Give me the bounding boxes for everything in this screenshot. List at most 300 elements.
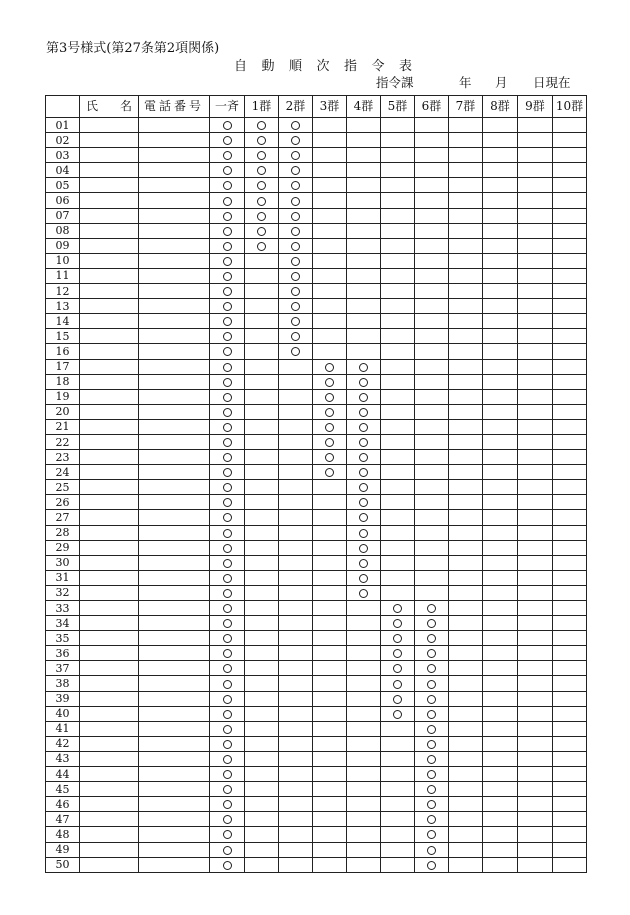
group-cell [415, 118, 449, 133]
name-cell[interactable] [80, 631, 139, 646]
phone-cell[interactable] [139, 208, 210, 223]
phone-cell[interactable] [139, 555, 210, 570]
phone-cell[interactable] [139, 706, 210, 721]
circle-mark-icon [359, 363, 368, 372]
group-cell [483, 223, 518, 238]
name-cell[interactable] [80, 163, 139, 178]
phone-cell[interactable] [139, 344, 210, 359]
table-row [46, 827, 587, 842]
name-cell[interactable] [80, 842, 139, 857]
name-cell[interactable] [80, 434, 139, 449]
group-cell [415, 721, 449, 736]
group-cell [313, 601, 347, 616]
circle-mark-icon [257, 166, 266, 175]
group-cell [313, 480, 347, 495]
name-cell[interactable] [80, 480, 139, 495]
circle-mark-icon [291, 121, 300, 130]
phone-cell[interactable] [139, 193, 210, 208]
group-cell [313, 434, 347, 449]
phone-cell[interactable] [139, 419, 210, 434]
group-cell [518, 510, 553, 525]
name-cell[interactable] [80, 193, 139, 208]
circle-mark-icon [427, 785, 436, 794]
name-cell[interactable] [80, 691, 139, 706]
table-row [46, 616, 587, 631]
circle-mark-icon [223, 695, 232, 704]
circle-mark-icon [359, 498, 368, 507]
group-cell [553, 540, 587, 555]
group-cell [553, 525, 587, 540]
group-cell [449, 480, 483, 495]
circle-mark-icon [359, 378, 368, 387]
group-cell [279, 646, 313, 661]
phone-cell[interactable] [139, 676, 210, 691]
circle-mark-icon [223, 846, 232, 855]
name-cell[interactable] [80, 253, 139, 268]
group-cell [553, 661, 587, 676]
phone-cell[interactable] [139, 540, 210, 555]
circle-mark-icon [359, 544, 368, 553]
table-row [46, 842, 587, 857]
table-row [46, 223, 587, 238]
phone-cell[interactable] [139, 525, 210, 540]
circle-mark-icon [325, 378, 334, 387]
row-number: 16 [46, 344, 80, 359]
name-cell[interactable] [80, 208, 139, 223]
group-cell [245, 465, 279, 480]
circle-mark-icon [223, 830, 232, 839]
name-cell[interactable] [80, 465, 139, 480]
circle-mark-icon [291, 347, 300, 356]
group-cell [245, 827, 279, 842]
group-cell [279, 495, 313, 510]
circle-mark-icon [359, 438, 368, 447]
group-cell [347, 193, 381, 208]
group-cell [313, 616, 347, 631]
group-cell [347, 465, 381, 480]
group-cell [449, 525, 483, 540]
circle-mark-icon [223, 197, 232, 206]
group-cell [245, 736, 279, 751]
group-cell [210, 812, 245, 827]
group-cell [279, 314, 313, 329]
group-cell [210, 510, 245, 525]
group-cell [553, 223, 587, 238]
group-cell [347, 631, 381, 646]
group-cell [518, 570, 553, 585]
group-cell [347, 842, 381, 857]
group-cell [210, 359, 245, 374]
header-group: 6群 [415, 96, 449, 118]
group-cell [483, 646, 518, 661]
table-row [46, 465, 587, 480]
phone-cell[interactable] [139, 631, 210, 646]
row-number: 44 [46, 767, 80, 782]
group-cell [279, 299, 313, 314]
phone-cell[interactable] [139, 480, 210, 495]
group-cell [313, 767, 347, 782]
name-cell[interactable] [80, 601, 139, 616]
group-cell [347, 178, 381, 193]
name-cell[interactable] [80, 676, 139, 691]
group-cell [449, 601, 483, 616]
group-cell [347, 827, 381, 842]
group-cell [449, 344, 483, 359]
group-cell [518, 223, 553, 238]
group-cell [518, 812, 553, 827]
group-cell [518, 450, 553, 465]
group-cell [347, 601, 381, 616]
group-cell [279, 797, 313, 812]
table-row [46, 525, 587, 540]
phone-cell[interactable] [139, 465, 210, 480]
circle-mark-icon [427, 770, 436, 779]
name-cell[interactable] [80, 857, 139, 872]
row-number: 38 [46, 676, 80, 691]
phone-cell[interactable] [139, 691, 210, 706]
group-cell [483, 751, 518, 766]
group-cell [210, 133, 245, 148]
group-cell [553, 268, 587, 283]
name-cell[interactable] [80, 782, 139, 797]
name-cell[interactable] [80, 736, 139, 751]
phone-cell[interactable] [139, 238, 210, 253]
table-row [46, 359, 587, 374]
name-cell[interactable] [80, 404, 139, 419]
phone-cell[interactable] [139, 268, 210, 283]
phone-cell[interactable] [139, 253, 210, 268]
name-cell[interactable] [80, 585, 139, 600]
name-cell[interactable] [80, 812, 139, 827]
group-cell [347, 284, 381, 299]
phone-cell[interactable] [139, 118, 210, 133]
group-cell [553, 299, 587, 314]
group-cell [483, 736, 518, 751]
circle-mark-icon [257, 181, 266, 190]
group-cell [381, 812, 415, 827]
group-cell [415, 163, 449, 178]
phone-cell[interactable] [139, 133, 210, 148]
name-cell[interactable] [80, 238, 139, 253]
circle-mark-icon [223, 121, 232, 130]
phone-cell[interactable] [139, 359, 210, 374]
group-cell [347, 374, 381, 389]
group-cell [245, 389, 279, 404]
circle-mark-icon [427, 604, 436, 613]
header-name [80, 96, 139, 118]
row-number: 40 [46, 706, 80, 721]
group-cell [210, 495, 245, 510]
name-cell[interactable] [80, 359, 139, 374]
group-cell [415, 555, 449, 570]
group-cell [449, 782, 483, 797]
group-cell [518, 404, 553, 419]
group-cell [518, 359, 553, 374]
phone-cell[interactable] [139, 782, 210, 797]
group-cell [245, 842, 279, 857]
row-number: 37 [46, 661, 80, 676]
group-cell [553, 495, 587, 510]
name-cell[interactable] [80, 661, 139, 676]
row-number: 01 [46, 118, 80, 133]
name-cell[interactable] [80, 570, 139, 585]
group-cell [518, 238, 553, 253]
group-cell [347, 797, 381, 812]
phone-cell[interactable] [139, 284, 210, 299]
circle-mark-icon [325, 438, 334, 447]
phone-cell[interactable] [139, 812, 210, 827]
phone-cell[interactable] [139, 601, 210, 616]
group-cell [483, 329, 518, 344]
circle-mark-icon [223, 800, 232, 809]
phone-cell[interactable] [139, 585, 210, 600]
group-cell [313, 314, 347, 329]
circle-mark-icon [223, 136, 232, 145]
group-cell [210, 721, 245, 736]
group-cell [518, 299, 553, 314]
name-cell[interactable] [80, 450, 139, 465]
phone-cell[interactable] [139, 736, 210, 751]
group-cell [483, 253, 518, 268]
group-cell [483, 434, 518, 449]
group-cell [518, 480, 553, 495]
group-cell [245, 616, 279, 631]
table-row [46, 450, 587, 465]
name-cell[interactable] [80, 148, 139, 163]
group-cell [483, 601, 518, 616]
group-cell [553, 706, 587, 721]
group-cell [483, 812, 518, 827]
name-cell[interactable] [80, 223, 139, 238]
group-cell [245, 767, 279, 782]
group-cell [415, 268, 449, 283]
group-cell [279, 540, 313, 555]
circle-mark-icon [223, 740, 232, 749]
group-cell [279, 827, 313, 842]
group-cell [449, 208, 483, 223]
phone-cell[interactable] [139, 857, 210, 872]
group-cell [245, 404, 279, 419]
phone-cell[interactable] [139, 646, 210, 661]
row-number: 36 [46, 646, 80, 661]
phone-cell[interactable] [139, 434, 210, 449]
phone-cell[interactable] [139, 163, 210, 178]
group-cell [313, 842, 347, 857]
row-number: 24 [46, 465, 80, 480]
circle-mark-icon [427, 710, 436, 719]
circle-mark-icon [223, 166, 232, 175]
name-cell[interactable] [80, 329, 139, 344]
group-cell [210, 736, 245, 751]
name-cell[interactable] [80, 178, 139, 193]
group-cell [210, 419, 245, 434]
phone-cell[interactable] [139, 389, 210, 404]
row-number: 39 [46, 691, 80, 706]
group-cell [347, 736, 381, 751]
phone-cell[interactable] [139, 404, 210, 419]
group-cell [210, 601, 245, 616]
name-cell[interactable] [80, 344, 139, 359]
phone-cell[interactable] [139, 842, 210, 857]
circle-mark-icon [325, 408, 334, 417]
phone-cell[interactable] [139, 570, 210, 585]
group-cell [518, 797, 553, 812]
circle-mark-icon [427, 664, 436, 673]
group-cell [518, 525, 553, 540]
phone-cell[interactable] [139, 797, 210, 812]
group-cell [415, 314, 449, 329]
phone-cell[interactable] [139, 178, 210, 193]
group-cell [210, 404, 245, 419]
group-cell [279, 178, 313, 193]
group-cell [449, 751, 483, 766]
group-cell [381, 827, 415, 842]
group-cell [415, 223, 449, 238]
circle-mark-icon [359, 453, 368, 462]
phone-cell[interactable] [139, 827, 210, 842]
row-number: 50 [46, 857, 80, 872]
group-cell [553, 389, 587, 404]
circle-mark-icon [223, 589, 232, 598]
row-number: 41 [46, 721, 80, 736]
group-cell [279, 268, 313, 283]
name-cell[interactable] [80, 374, 139, 389]
group-cell [313, 661, 347, 676]
phone-cell[interactable] [139, 495, 210, 510]
row-number: 02 [46, 133, 80, 148]
phone-cell[interactable] [139, 329, 210, 344]
group-cell [313, 525, 347, 540]
name-cell[interactable] [80, 646, 139, 661]
group-cell [553, 827, 587, 842]
group-cell [518, 857, 553, 872]
group-cell [518, 540, 553, 555]
name-cell[interactable] [80, 721, 139, 736]
name-cell[interactable] [80, 616, 139, 631]
phone-cell[interactable] [139, 616, 210, 631]
name-cell[interactable] [80, 827, 139, 842]
row-number: 34 [46, 616, 80, 631]
table-row [46, 389, 587, 404]
group-cell [245, 419, 279, 434]
name-cell[interactable] [80, 314, 139, 329]
group-cell [415, 419, 449, 434]
name-cell[interactable] [80, 525, 139, 540]
group-cell [347, 555, 381, 570]
circle-mark-icon [223, 680, 232, 689]
group-cell [518, 434, 553, 449]
group-cell [381, 223, 415, 238]
name-cell[interactable] [80, 767, 139, 782]
name-cell[interactable] [80, 268, 139, 283]
group-cell [210, 585, 245, 600]
phone-cell[interactable] [139, 721, 210, 736]
group-cell [245, 706, 279, 721]
circle-mark-icon [223, 634, 232, 643]
name-cell[interactable] [80, 389, 139, 404]
name-cell[interactable] [80, 299, 139, 314]
table-row [46, 782, 587, 797]
row-number: 10 [46, 253, 80, 268]
name-cell[interactable] [80, 133, 139, 148]
name-cell[interactable] [80, 284, 139, 299]
group-cell [313, 268, 347, 283]
circle-mark-icon [223, 287, 232, 296]
row-number: 28 [46, 525, 80, 540]
group-cell [347, 812, 381, 827]
group-cell [347, 857, 381, 872]
group-cell [245, 133, 279, 148]
name-cell[interactable] [80, 751, 139, 766]
group-cell [415, 510, 449, 525]
name-cell[interactable] [80, 540, 139, 555]
group-cell [449, 706, 483, 721]
group-cell [449, 193, 483, 208]
group-cell [347, 525, 381, 540]
name-cell[interactable] [80, 797, 139, 812]
group-cell [313, 812, 347, 827]
group-cell [381, 314, 415, 329]
meta-month: 月 [495, 75, 508, 90]
name-cell[interactable] [80, 419, 139, 434]
circle-mark-icon [291, 151, 300, 160]
group-cell [279, 631, 313, 646]
group-cell [483, 268, 518, 283]
group-cell [279, 389, 313, 404]
group-cell [483, 797, 518, 812]
group-cell [449, 510, 483, 525]
table-row [46, 646, 587, 661]
phone-cell[interactable] [139, 767, 210, 782]
group-cell [279, 404, 313, 419]
group-cell [347, 118, 381, 133]
phone-cell[interactable] [139, 450, 210, 465]
phone-cell[interactable] [139, 510, 210, 525]
name-cell[interactable] [80, 118, 139, 133]
phone-cell[interactable] [139, 223, 210, 238]
group-cell [553, 118, 587, 133]
group-cell [415, 631, 449, 646]
table-row [46, 736, 587, 751]
row-number: 46 [46, 797, 80, 812]
group-cell [483, 691, 518, 706]
circle-mark-icon [427, 815, 436, 824]
phone-cell[interactable] [139, 374, 210, 389]
group-cell [518, 465, 553, 480]
phone-cell[interactable] [139, 148, 210, 163]
group-cell [483, 721, 518, 736]
name-cell[interactable] [80, 706, 139, 721]
group-cell [347, 751, 381, 766]
phone-cell[interactable] [139, 314, 210, 329]
phone-cell[interactable] [139, 299, 210, 314]
group-cell [415, 344, 449, 359]
group-cell [245, 434, 279, 449]
group-cell [381, 661, 415, 676]
group-cell [415, 495, 449, 510]
row-number: 07 [46, 208, 80, 223]
name-cell[interactable] [80, 555, 139, 570]
phone-cell[interactable] [139, 661, 210, 676]
phone-cell[interactable] [139, 751, 210, 766]
group-cell [210, 706, 245, 721]
name-cell[interactable] [80, 510, 139, 525]
group-cell [415, 404, 449, 419]
group-cell [313, 178, 347, 193]
name-cell[interactable] [80, 495, 139, 510]
group-cell [449, 721, 483, 736]
circle-mark-icon [393, 695, 402, 704]
